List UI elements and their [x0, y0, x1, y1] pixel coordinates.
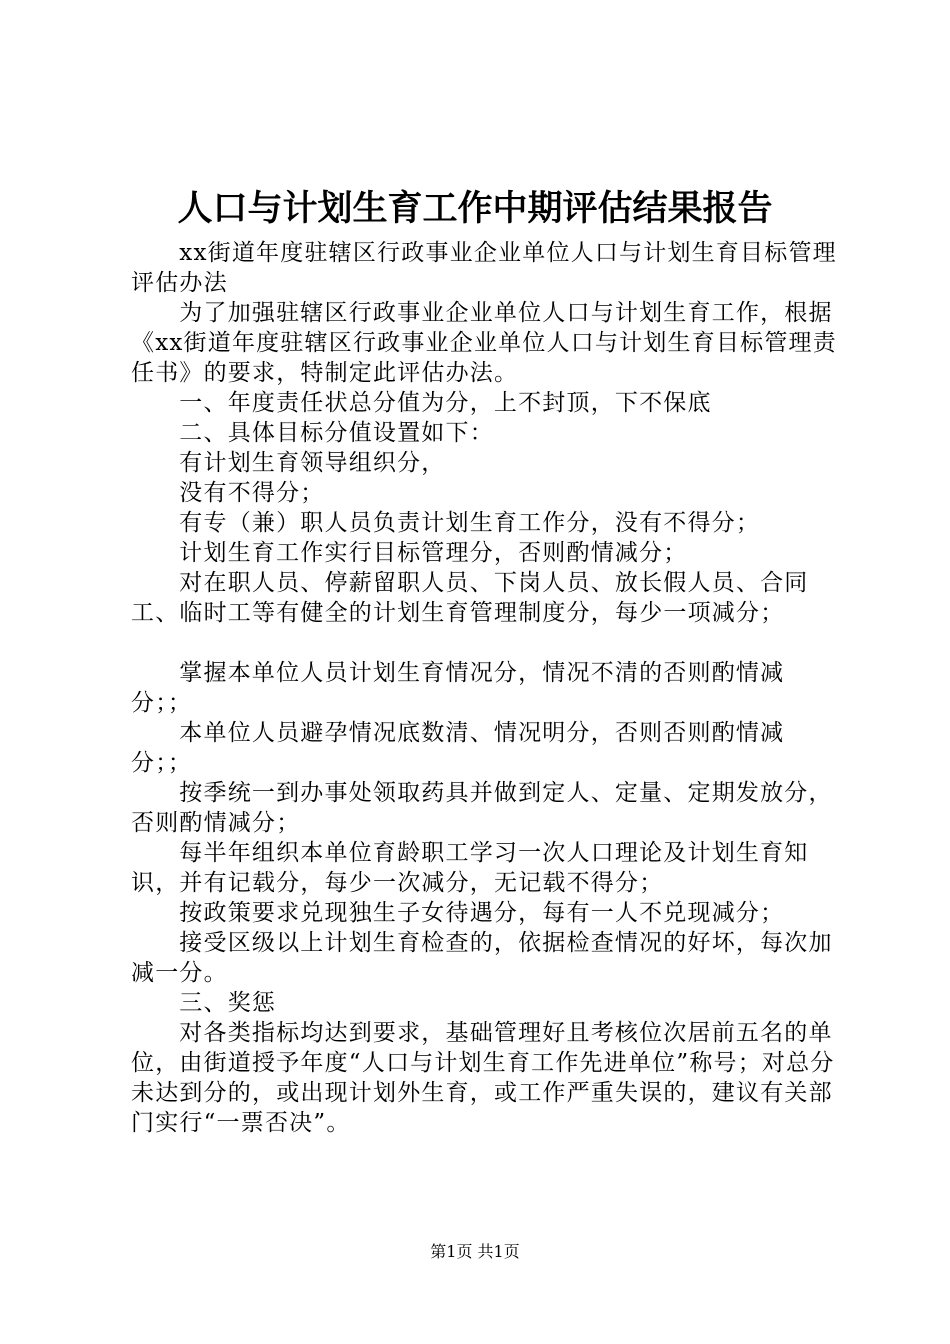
paragraph-12: 按季统一到办事处领取药具并做到定人、定量、定期发放分，否则酌情减分； — [131, 780, 833, 836]
paragraph-4: 二、具体目标分值设置如下： — [179, 420, 494, 446]
paragraph-3: 一、年度责任状总分值为分，上不封顶，下不保底 — [179, 390, 712, 416]
paragraph-15: 接受区级以上计划生育检查的，依据检查情况的好坏，每次加减一分。 — [131, 930, 833, 986]
paragraph-1: xx街道年度驻辖区行政事业企业单位人口与计划生育目标管理评估办法 — [131, 240, 837, 296]
document-body — [131, 238, 837, 1138]
paragraph-8: 计划生育工作实行目标管理分，否则酌情减分； — [179, 540, 688, 566]
paragraph-2: 为了加强驻辖区行政事业企业单位人口与计划生育工作，根据《xx街道年度驻辖区行政事业企业单位人口与计划生育目标管理责任书》的要求，特制定此评估办法。 — [131, 300, 837, 386]
document-title: 人口与计划生育工作中期评估结果报告 — [177, 188, 773, 229]
paragraph-7: 有专（兼）职人员负责计划生育工作分，没有不得分； — [179, 510, 761, 536]
paragraph-9: 对在职人员、停薪留职人员、下岗人员、放长假人员、合同工、临时工等有健全的计划生育管理制度分，每少一项减分； — [131, 570, 809, 626]
paragraph-10: 掌握本单位人员计划生育情况分，情况不清的否则酌情减分；； — [131, 660, 785, 716]
paragraph-14: 按政策要求兑现独生子女待遇分，每有一人不兑现减分； — [179, 900, 785, 926]
paragraph-6: 没有不得分； — [179, 480, 325, 506]
paragraph-16: 三、奖惩 — [179, 990, 277, 1016]
paragraph-13: 每半年组织本单位育龄职工学习一次人口理论及计划生育知识，并有记载分，每少一次减分，无记载不得分； — [131, 840, 809, 896]
page-footer: 第1页 共1页 — [430, 1242, 520, 1261]
paragraph-11: 本单位人员避孕情况底数清、情况明分，否则否则酌情减分；； — [131, 720, 785, 776]
paragraph-5: 有计划生育领导组织分， — [179, 450, 446, 476]
paragraph-17: 对各类指标均达到要求，基础管理好且考核位次居前五名的单位，由街道授予年度“人口与计划生育工作先进单位”称号；对总分未达到分的，或出现计划外生育，或工作严重失误的，建议有关部门实行“一票否决”。 — [131, 1020, 835, 1136]
